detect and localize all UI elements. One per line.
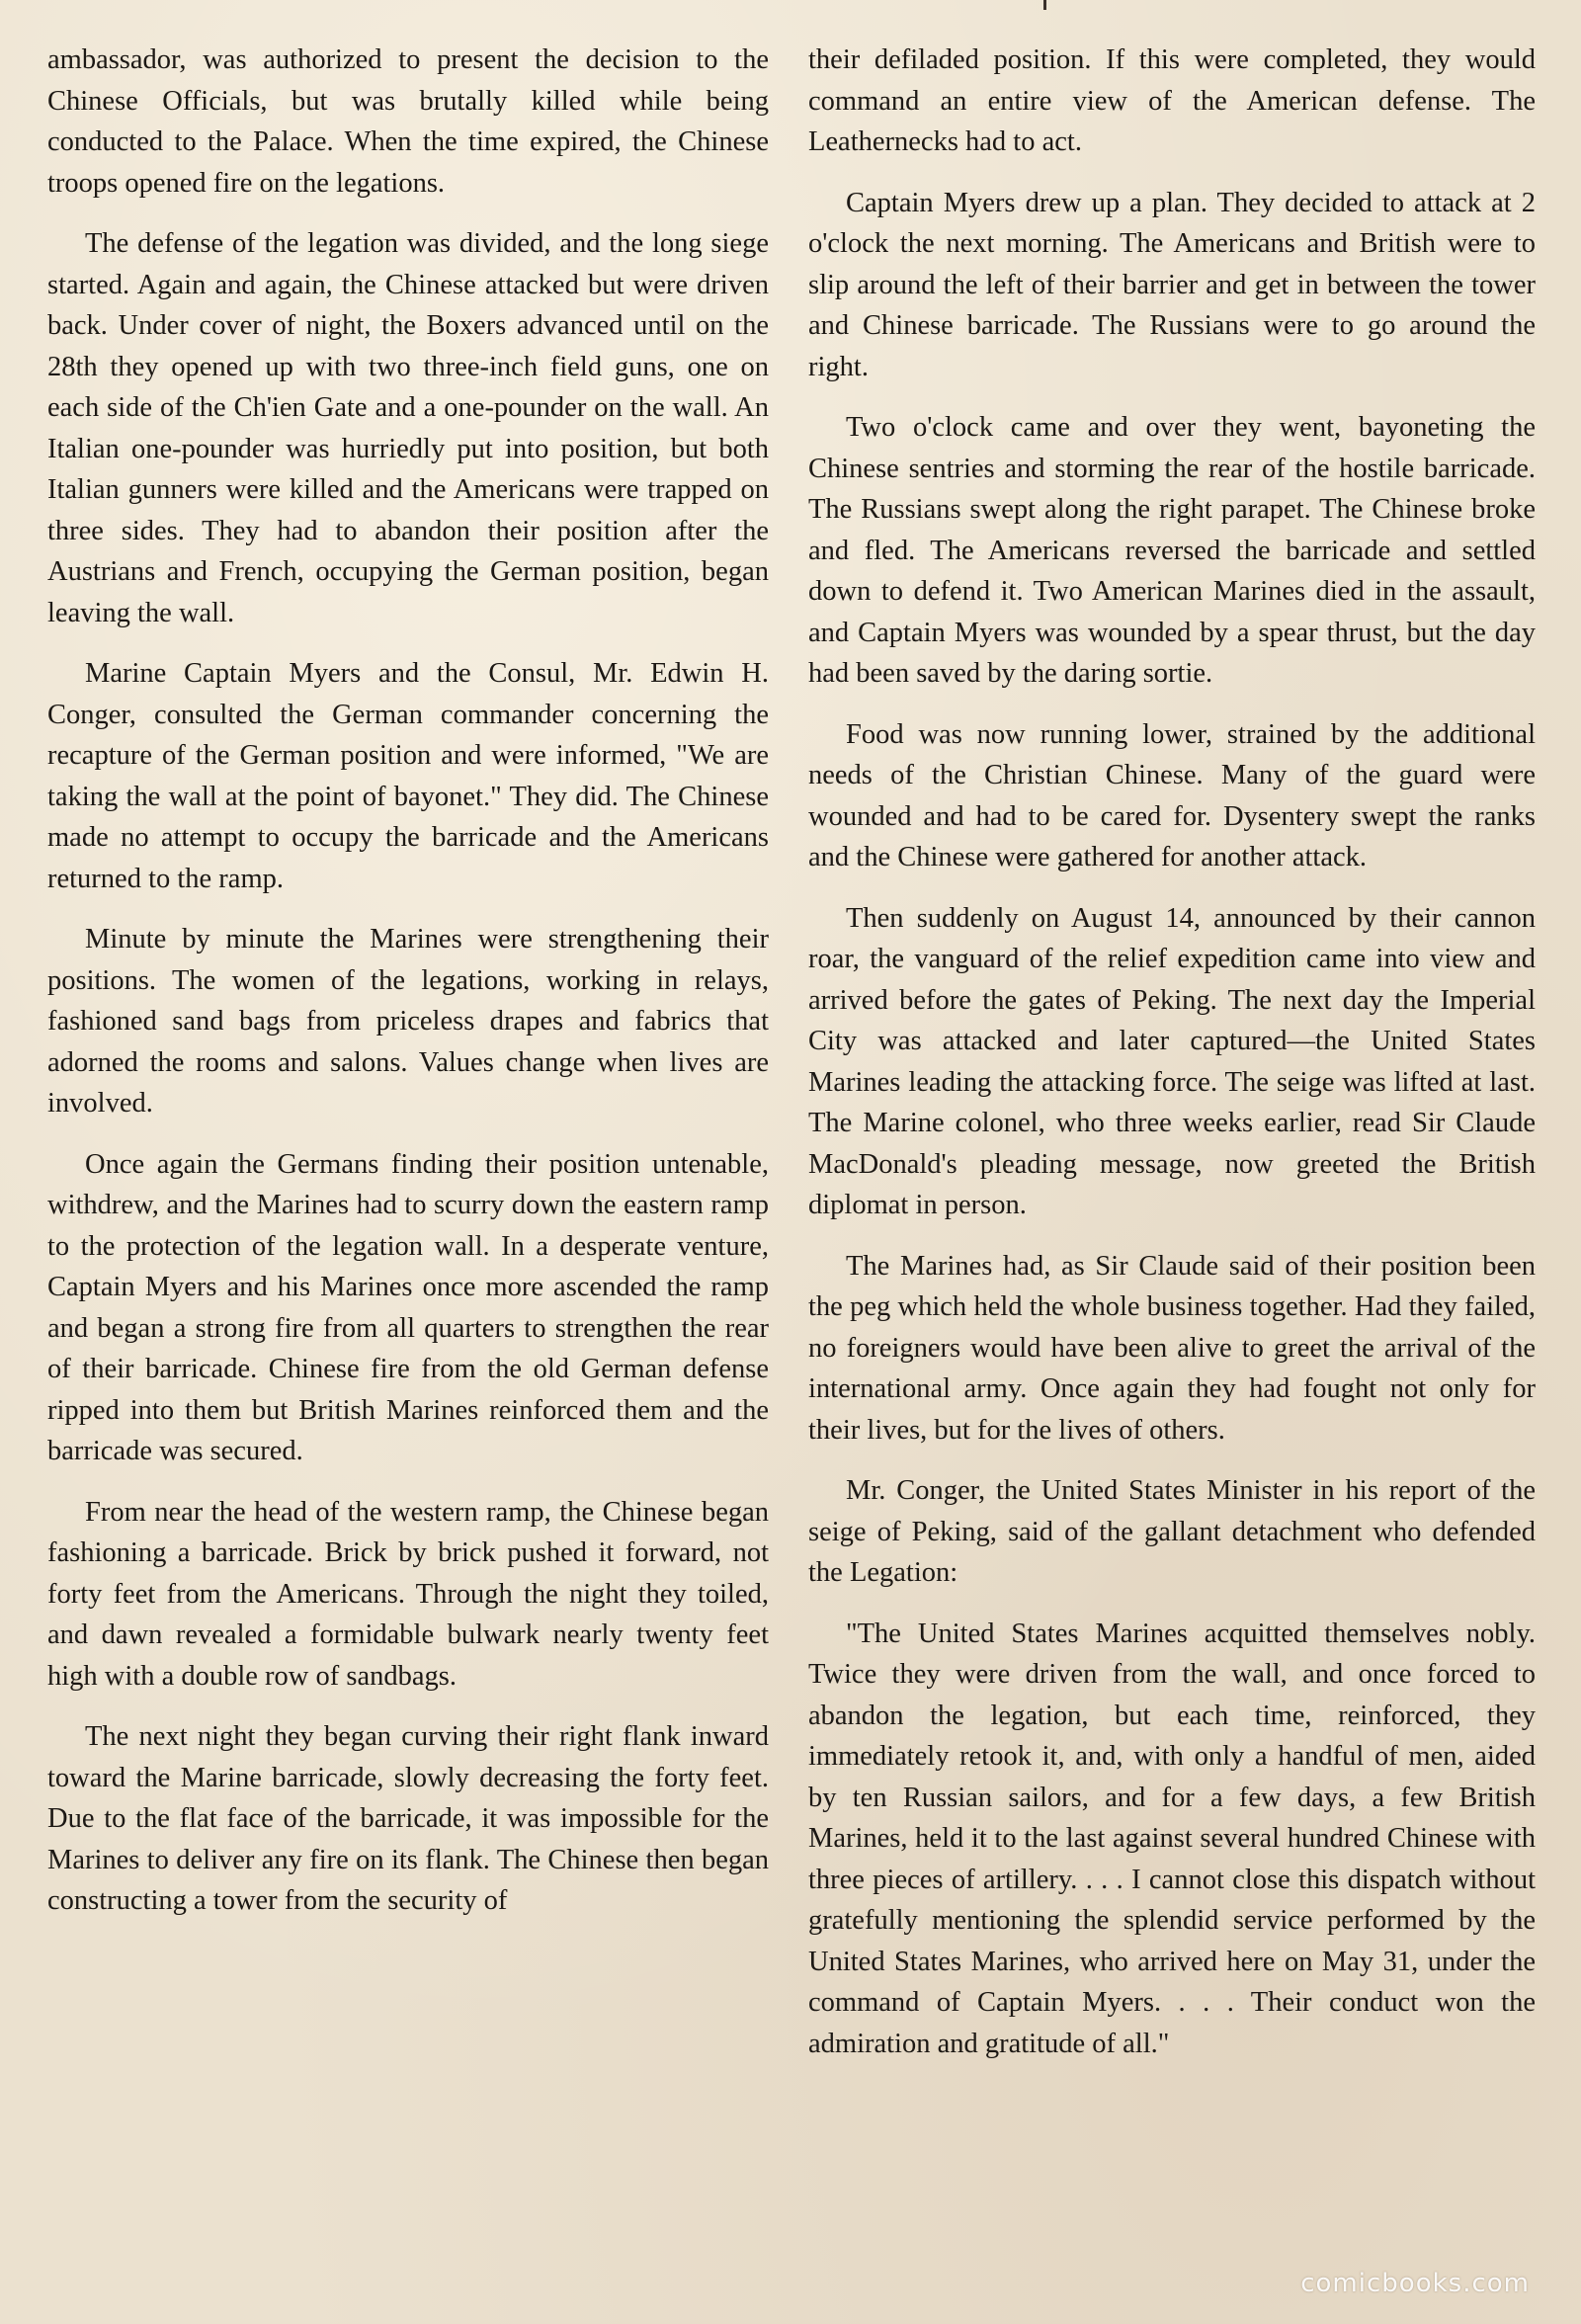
paragraph: The next night they began curving their right flank inward toward the Marine barricade, slowly decreasing the forty feet. Due to the flat face of the barricade, it was impossible for the Marines to deliver any fire on its flank. The Chinese then began constructing a tower from the security of — [47, 1721, 769, 1916]
right-text-column — [808, 40, 1536, 2084]
source-watermark: comicbooks.com — [1300, 2269, 1530, 2298]
paragraph: Then suddenly on August 14, announced by their cannon roar, the vanguard of the relief expedition came into view and arrived before the gates of Peking. The next day the Imperial City was attacked and later captured—the United States Marines leading the attacking force. The seige was lifted at last. The Marine colonel, who three weeks earlier, read Sir Claude MacDonald's pleading message, now greeted the British diplomat in person. — [808, 902, 1536, 1220]
quotation-paragraph: "The United States Marines acquitted themselves nobly. Twice they were driven from the wall, and once forced to abandon the legation, but each time, reinforced, they immediately retook it, and, with only a handful of men, aided by ten Russian sailors, and for a few days, a few British Marines, held it to the last against several hundred Chinese with three pieces of artillery. . . . I cannot close this dispatch without gratefully mentioning the splendid service performed by the United States Marines, who arrived here on May 31, under the command of Captain Myers. . . . Their conduct won the admiration and gratitude of all." — [808, 1618, 1536, 2059]
paragraph: Food was now running lower, strained by the additional needs of the Christian Chinese. Many of the guard were wounded and had to be cared for. Dysentery swept the ranks and the Chinese were gathered for another attack. — [808, 718, 1536, 872]
paragraph: Minute by minute the Marines were strengthening their positions. The women of the legations, working in relays, fashioned sand bags from priceless drapes and fabrics that adorned the rooms and salons. Values change when lives are involved. — [47, 924, 769, 1119]
paragraph: Marine Captain Myers and the Consul, Mr. Edwin H. Conger, consulted the German commander concerning the recapture of the German position and were informed, "We are taking the wall at the point of bayonet." They did. The Chinese made no attempt to occupy the barricade and the Americans returned to the ramp. — [47, 658, 769, 894]
paragraph: their defiladed position. If this were completed, they would command an entire view of the American defense. The Leathernecks had to act. — [808, 44, 1536, 157]
top-edge-mark — [1043, 0, 1046, 10]
paragraph: Mr. Conger, the United States Minister in his report of the seige of Peking, said of the gallant detachment who defended the Legation: — [808, 1475, 1536, 1588]
paragraph: The defense of the legation was divided, and the long siege started. Again and again, the Chinese attacked but were driven back. Under cover of night, the Boxers advanced until on the 28th they opened up with two three-inch field guns, one on each side of the Ch'ien Gate and a one-pounder on the wall. An Italian one-pounder was hurriedly put into position, but both Italian gunners were killed and the Americans were trapped on three sides. They had to abandon their position after the Austrians and French, occupying the German position, began leaving the wall. — [47, 228, 769, 628]
left-text-column — [47, 40, 769, 1942]
paragraph: Captain Myers drew up a plan. They decided to attack at 2 o'clock the next morning. The Americans and British were to slip around the left of their barrier and get in between the tower and Chinese barricade. The Russians were to go around the right. — [808, 187, 1536, 382]
paragraph: Once again the Germans finding their position untenable, withdrew, and the Marines had to scurry down the eastern ramp to the protection of the legation wall. In a desperate venture, Captain Myers and his Marines once more ascended the ramp and began a strong fire from all quarters to strengthen the rear of their barricade. Chinese fire from the old German defense ripped into them but British Marines reinforced them and the barricade was secured. — [47, 1148, 769, 1466]
paragraph: The Marines had, as Sir Claude said of their position been the peg which held the whole business together. Had they failed, no foreigners would have been alive to greet the arrival of the international army. Once again they had fought not only for their lives, but for the lives of others. — [808, 1250, 1536, 1446]
paragraph: Two o'clock came and over they went, bayoneting the Chinese sentries and storming the rear of the hostile barricade. The Russians swept along the right parapet. The Chinese broke and fled. The Americans reversed the barricade and settled down to defend it. Two American Marines died in the assault, and Captain Myers was wounded by a spear thrust, but the day had been saved by the daring sortie. — [808, 412, 1536, 689]
paragraph: From near the head of the western ramp, the Chinese began fashioning a barricade. Brick by brick pushed it forward, not forty feet from the Americans. Through the night they toiled, and dawn revealed a formidable bulwark nearly twenty feet high with a double row of sandbags. — [47, 1496, 769, 1692]
paragraph: ambassador, was authorized to present the decision to the Chinese Officials, but was brutally killed while being conducted to the Palace. When the time expired, the Chinese troops opened fire on the legations. — [47, 44, 769, 199]
